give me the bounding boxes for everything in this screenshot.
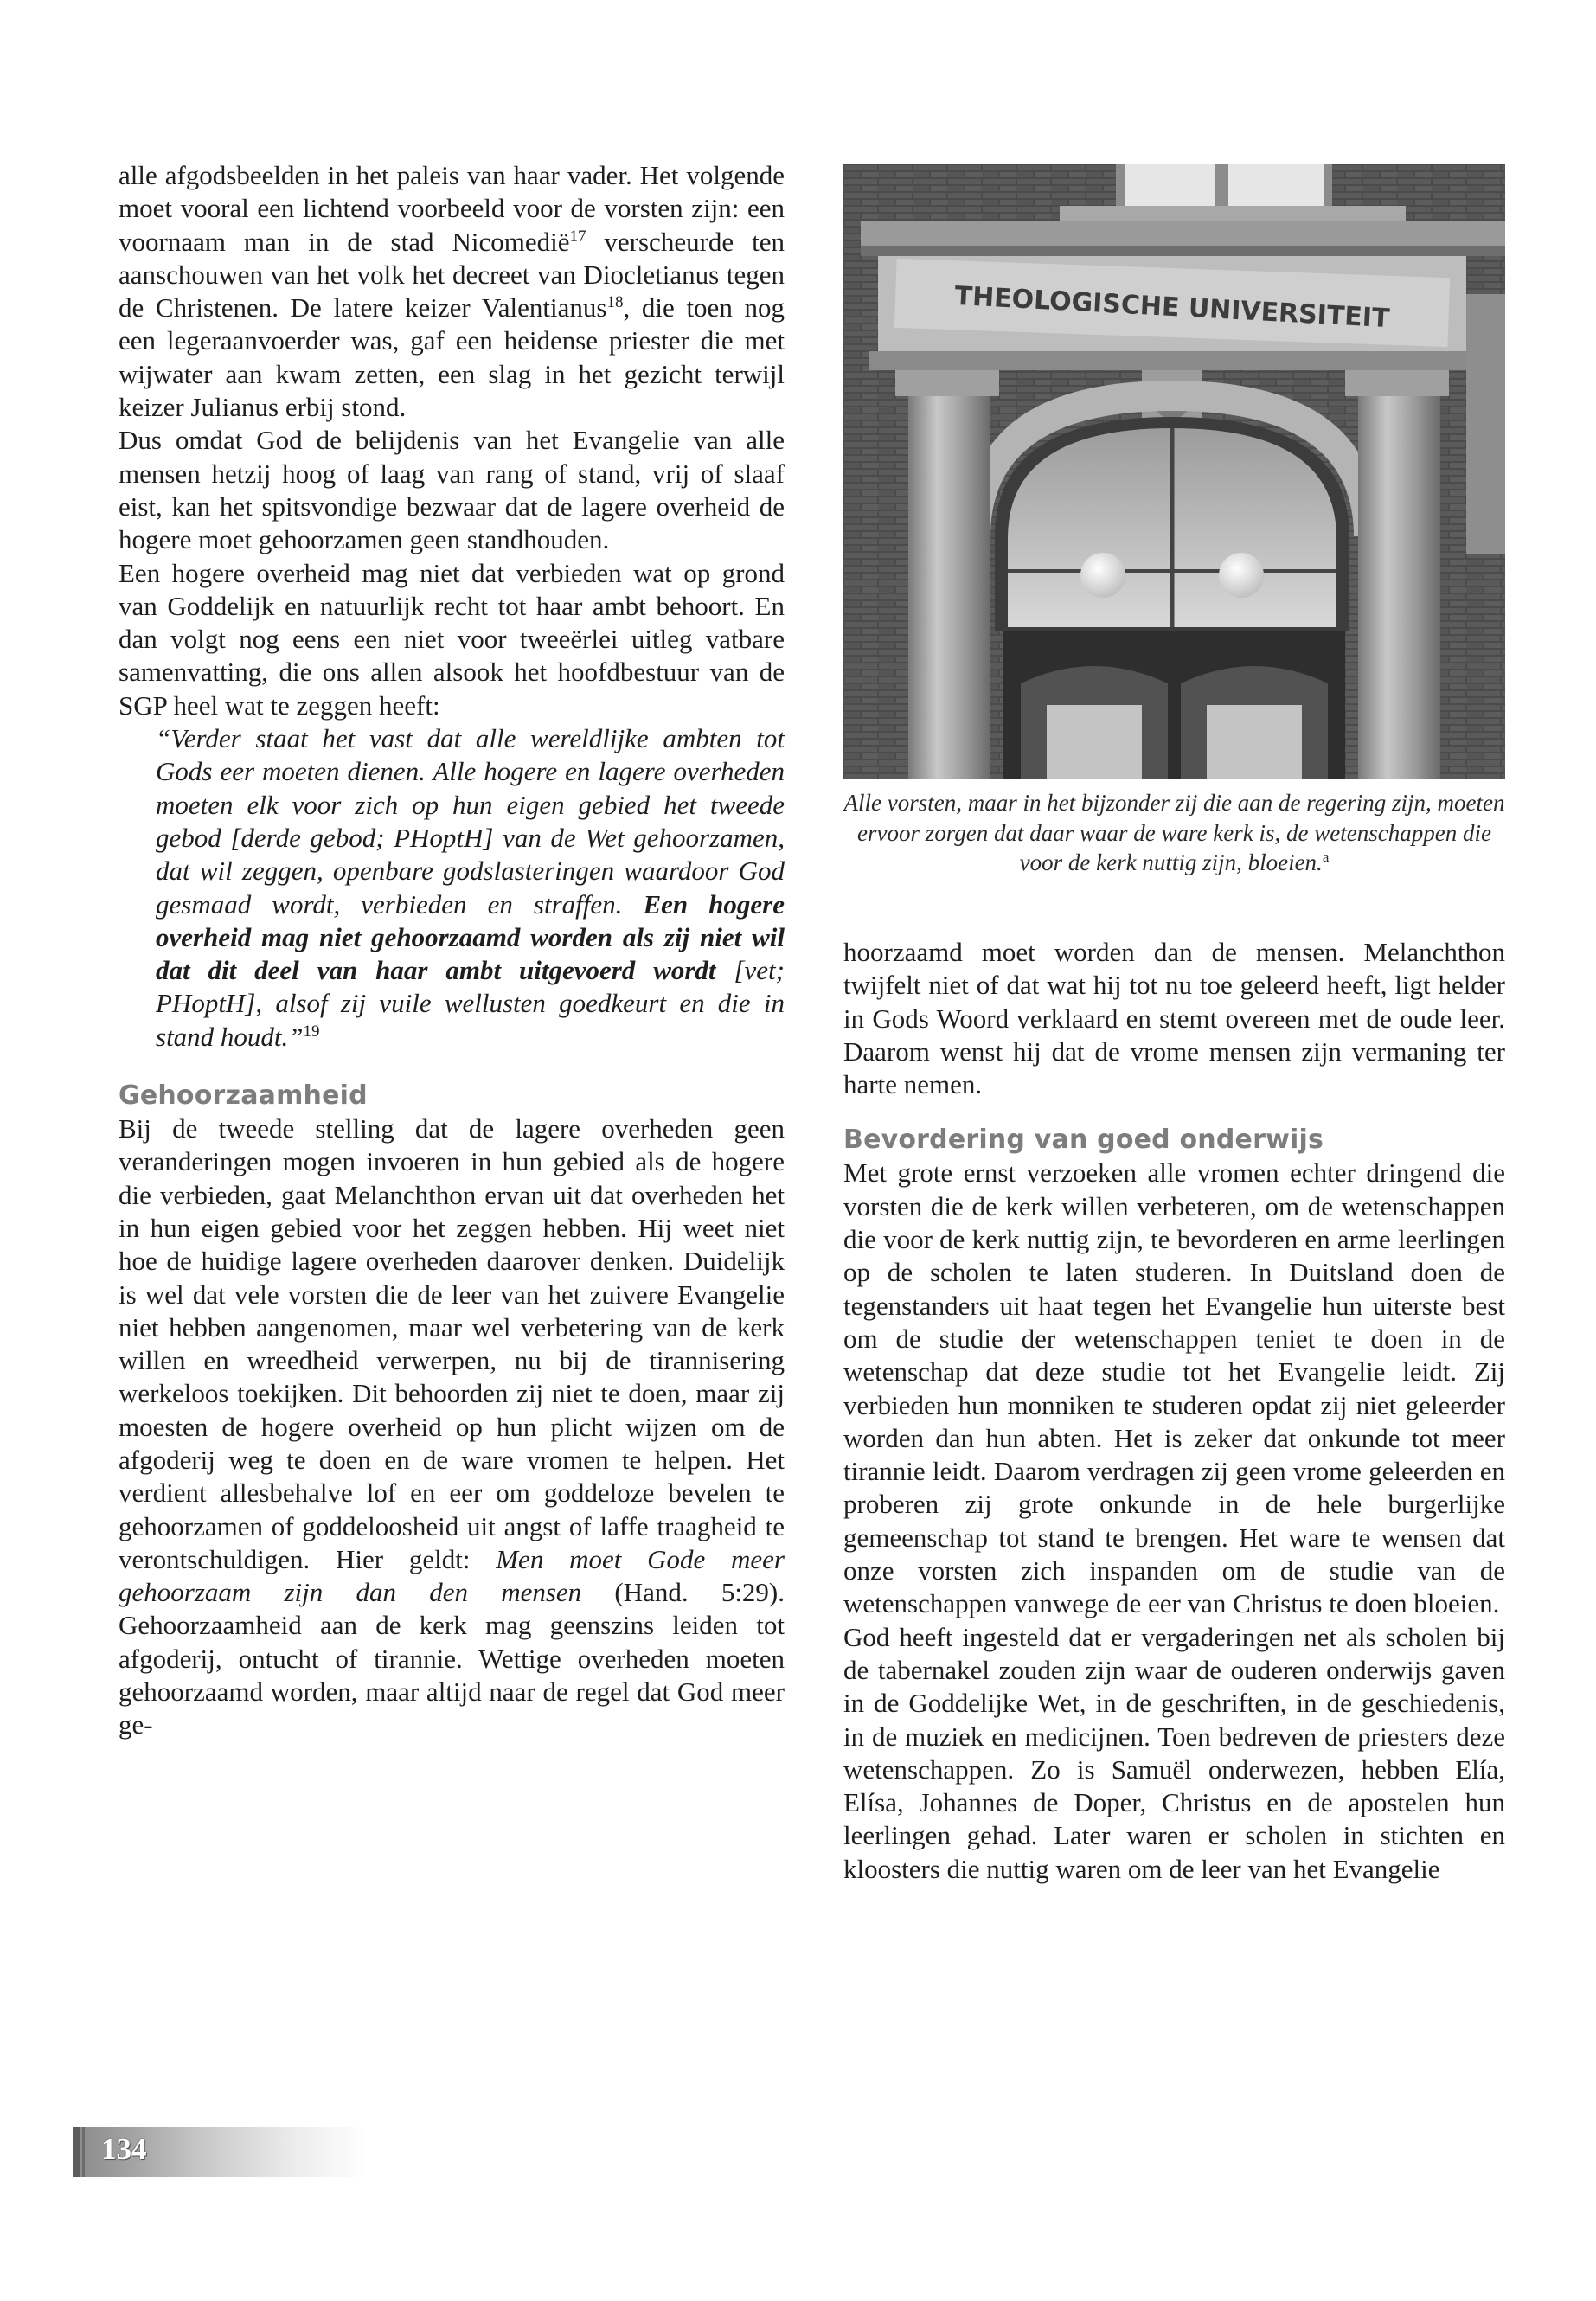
right-column bbox=[843, 936, 1505, 1886]
paragraph: Met grote ernst verzoeken alle vromen echter dringend die vorsten die de kerk willen verbeteren, om de wetenschappen die voor de kerk nuttig zijn, te bevorderen en arme leerlingen op de scholen te laten studeren. In Duitsland doen de tegenstanders uit haat tegen het Evangelie hun uiterste best om de studie der wetenschappen teniet te doen in de wetenschap dat deze studie tot het Evangelie leidt. Zij verbieden hun monniken te studeren opdat zij niet geleerder worden dan hun abten. Het is zeker dat onkunde tot meer tirannie leidt. Daarom verdragen zij geen vrome geleerden en proberen zij grote onkunde in de hele burgerlijke gemeenschap tot stand te brengen. Het ware te wensen dat onze vorsten zich inspanden om de studie van de wetenschappen vanwege de eer van Christus te doen bloeien. bbox=[843, 1157, 1505, 1619]
paragraph: Bij de tweede stelling dat de lagere overheden geen veranderingen mogen invoeren in hun gebied als de hogere die verbieden, gaat Melanchthon ervan uit dat overheden het in hun eigen gebied voor het zeggen hebben. Hij weet niet hoe de huidige lagere overheden daarover denken. Duidelijk is wel dat vele vorsten die de leer van het zuivere Evangelie niet hebben aangenomen, maar wel verbetering van de kerk willen en wreedheid verwerpen, nu bij de tirannisering werkeloos toekijken. Dit behoorden zij niet te doen, maar zij moesten de hogere overheid op hun plicht wijzen om de afgoderij weg te doen en de ware vromen te helpen. Het verdient allesbehalve lof en eer om goddeloze bevelen te gehoorzamen of goddeloosheid uit angst of laffe traagheid te verontschuldigen. Hier geldt: Men moet Gode meer gehoorzaam zijn dan den mensen (Hand. 5:29). Gehoorzaamheid aan de kerk mag geenszins leiden tot afgoderij, ontucht of tirannie. Wettige overheden moeten gehoorzaamd worden, maar altijd naar de regel dat God meer ge- bbox=[119, 1113, 785, 1740]
paragraph: hoorzaamd moet worden dan de mensen. Melanchthon twijfelt niet of dat wat hij tot nu toe geleerd heeft, ligt helder in Gods Woord verklaard en stemt overeen met de oude leer. Daarom wenst hij dat de vrome mensen zijn vermaning ter harte nemen. bbox=[843, 937, 1505, 1100]
left-column bbox=[119, 159, 785, 1742]
sign-text: THEOLOGISCHE UNIVERSITEIT bbox=[953, 280, 1391, 335]
paragraph: God heeft ingesteld dat er vergaderingen net als scholen bij de tabernakel zouden zijn waar de ouderen onderwijs gaven in de Goddelijke Wet, in de geschriften, in de geschiedenis, in de muziek en medicijnen. Toen bedreven de priesters deze wetenschappen. Zo is Samuël onderwezen, hebben Elía, Elísa, Johannes de Doper, Christus en de apostelen hun leerlingen gehad. Later waren er scholen in stichten en kloosters die nuttig waren om de leer van het Evangelie bbox=[843, 1621, 1505, 1884]
quote-emphasis: Een hogere overheid mag niet gehoorzaamd worden als zij niet wil dat dit deel van haar ambt uitgevoerd wordt bbox=[156, 888, 785, 986]
block-quote: “Verder staat het vast dat alle wereldlijke ambten tot Gods eer moeten dienen. Alle hogere en lagere overheden moeten elk voor zich op hun eigen gebied het tweede gebod [derde gebod; PHoptH] van de Wet gehoorzamen, dat wil zeggen, openbare godslasteringen waardoor God gesmaad wordt, verbieden en straffen. Een hogere overheid mag niet gehoorzaamd worden als zij niet wil dat dit deel van haar ambt uitgevoerd wordt [vet; PHoptH], alsof zij vuile wellusten goedkeurt en die in stand houdt.”$^{19}$ bbox=[156, 723, 785, 1052]
section-heading: Bevordering van goed onderwijs bbox=[843, 1125, 1324, 1156]
paragraph: Een hogere overheid mag niet dat verbieden wat op grond van Goddelijk en natuurlijk recht tot haar ambt behoort. En dan volgt nog eens een niet voor tweeërlei uitleg vatbare samenvatting, die ons allen alsook het hoofdbestuur van de SGP heel wat te zeggen heeft: bbox=[119, 557, 785, 721]
tab-bar bbox=[82, 2127, 85, 2177]
footnote-ref[interactable]: 18 bbox=[606, 293, 624, 312]
footnote-ref[interactable]: 19 bbox=[303, 1022, 320, 1041]
university-photo bbox=[843, 164, 1505, 779]
footnote-ref[interactable]: 17 bbox=[569, 227, 586, 246]
page-number: 134 bbox=[101, 2132, 147, 2166]
paragraph: Dus omdat God de belijdenis van het Evangelie van alle mensen hetzij hoog of laag van rang of stand, vrij of slaaf eist, kan het spitsvondige bezwaar dat de lagere overheid de hogere moet gehoorzamen geen standhouden. bbox=[119, 425, 785, 555]
section-heading: Gehoorzaamheid bbox=[119, 1080, 368, 1112]
paragraph: alle afgodsbeelden in het paleis van haar vader. Het volgende moet vooral een lichtend voorbeeld voor de vorsten zijn: een voornaam man in de stad Nicomedië$^{17}$ verscheurde ten aanschouwen van het volk het decreet van Diocletianus tegen de Christenen. De latere keizer Valentianus$^{18}$, die toen nog een legeraanvoerder was, gaf een heidense priester die met wijwater aan kwam zetten, een slag in het gezicht terwijl keizer Julianus erbij stond. bbox=[119, 160, 785, 423]
photo-caption: Alle vorsten, maar in het bijzonder zij die aan de regering zijn, moeten ervoor zorgen dat daar waar de ware kerk is, de wetenschappen die voor de kerk nuttig zijn, bloeien.$^a$ bbox=[843, 790, 1505, 876]
tab-bar bbox=[73, 2127, 80, 2177]
page-number-tab bbox=[73, 2127, 367, 2177]
footnote-ref[interactable]: a bbox=[1322, 849, 1330, 866]
scripture-quote: Men moet Gode meer gehoorzaam zijn dan den mensen bbox=[119, 1543, 785, 1608]
